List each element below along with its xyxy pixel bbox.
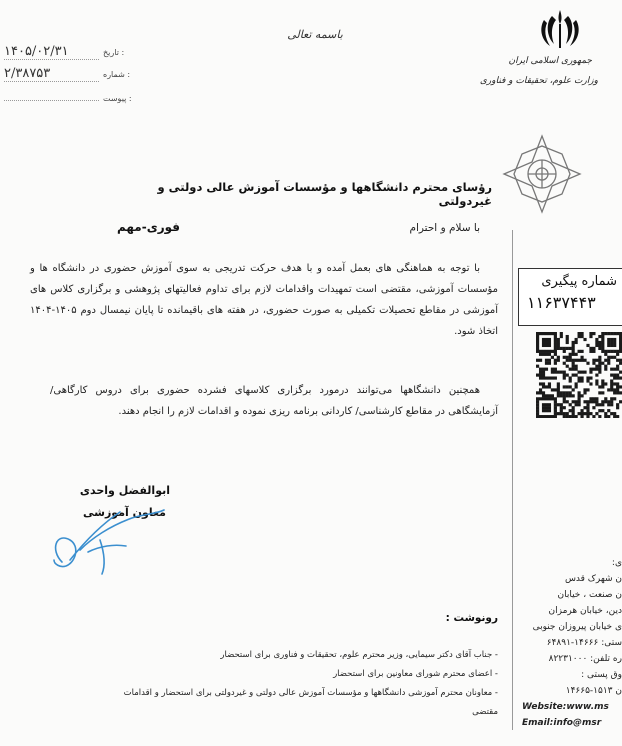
attachment-row bbox=[4, 88, 132, 103]
tracking-number: ۱۱۶۳۷۴۴۳ bbox=[527, 293, 596, 312]
address-block bbox=[512, 556, 622, 746]
signatory-name: ابوالفضل واحدی bbox=[79, 484, 170, 497]
address-line: وق پستی : bbox=[581, 670, 622, 680]
greeting: با سلام و احترام bbox=[409, 222, 480, 234]
address-line: Email:info@msr bbox=[522, 718, 602, 728]
ministry-line1: جمهوری اسلامی ایران bbox=[508, 56, 592, 66]
iran-emblem-icon bbox=[538, 6, 582, 52]
address-line: ی خیابان پیروزان جنوبی bbox=[532, 622, 622, 632]
attachment-value bbox=[4, 88, 99, 101]
ministry-line2: وزارت علوم، تحقیقات و فناوری bbox=[479, 76, 598, 86]
address-line: ن شهرک قدس bbox=[564, 574, 622, 584]
date-value: ۱۴۰۵/۰۲/۳۱ bbox=[4, 44, 99, 60]
address-line: ره تلفن: ۸۲۲۳۱۰۰۰ bbox=[548, 654, 622, 664]
address-line: ی: bbox=[611, 558, 622, 568]
attachment-label: پیوست : bbox=[103, 94, 132, 103]
bismillah: باسمه تعالی bbox=[287, 28, 343, 41]
body-paragraph-1: با توجه به هماهنگی های بعمل آمده و با هدف حرکت تدریجی به سوی آموزش حضوری در دانشگاه ها و مؤسسات آموزشی، مقتضی است تمهیدات واقدامات لازم برای تداوم فعالیتهای پژوهشی و برگزاری کلاس های آموزشی در مقاطع تحصیلات تکمیلی به صورت حضوری، در هفته های باقیمانده تا پایان نیمسال دوم ۱۴۰۵-۱۴۰۴ اتخاذ شود. bbox=[30, 263, 498, 337]
number-row bbox=[4, 66, 130, 82]
cc-item: - اعضای محترم شورای معاونین برای استحضار bbox=[333, 669, 498, 679]
signatory-title: معاون آموزشی bbox=[83, 506, 166, 519]
qr-code[interactable] bbox=[536, 332, 622, 418]
address-line: ستی: ۱۴۶۶۶-۶۴۸۹۱ bbox=[546, 638, 622, 648]
body-paragraph-2: همچنین دانشگاهها می‌توانند درمورد برگزاری کلاسهای فشرده حضوری برای دروس کارگاهی/ آزمایشگاهی در مقاطع کارشناسی/ کاردانی برنامه ریزی نموده و اقدامات لازم را انجام دهند. bbox=[50, 385, 498, 417]
cc-heading: رونوشت : bbox=[445, 612, 498, 624]
ornament-star-icon bbox=[500, 132, 584, 216]
tracking-box bbox=[518, 268, 622, 326]
date-row bbox=[4, 44, 124, 60]
cc-item: - معاونان محترم آموزشی دانشگاهها و مؤسسات آموزش عالی دولتی و غیردولتی برای استحضار و اقدامات مقتضی bbox=[123, 688, 498, 717]
address-line: Website:www.ms bbox=[522, 702, 609, 712]
addressee: رؤسای محترم دانشگاهها و مؤسسات آموزش عالی دولتی و غیردولتی bbox=[157, 180, 492, 208]
urgency-tag: فوری-مهم bbox=[116, 220, 180, 234]
address-line: ن صنعت ، خیابان bbox=[557, 590, 622, 600]
number-value: ۲/۳۸۷۵۳ bbox=[4, 66, 99, 82]
date-label: تاریخ : bbox=[103, 48, 125, 57]
address-line: ن ۱۵۱۳-۱۴۶۶۵ bbox=[565, 686, 622, 696]
handwritten-signature bbox=[40, 490, 170, 580]
number-label: شماره : bbox=[103, 70, 131, 79]
address-line: دین، خیابان هرمزان bbox=[548, 606, 622, 616]
tracking-label: شماره پیگیری bbox=[541, 274, 617, 289]
cc-list bbox=[98, 646, 498, 722]
cc-item: - جناب آقای دکتر سیمایی، وزیر محترم علوم، تحقیقات و فناوری برای استحضار bbox=[220, 650, 498, 660]
